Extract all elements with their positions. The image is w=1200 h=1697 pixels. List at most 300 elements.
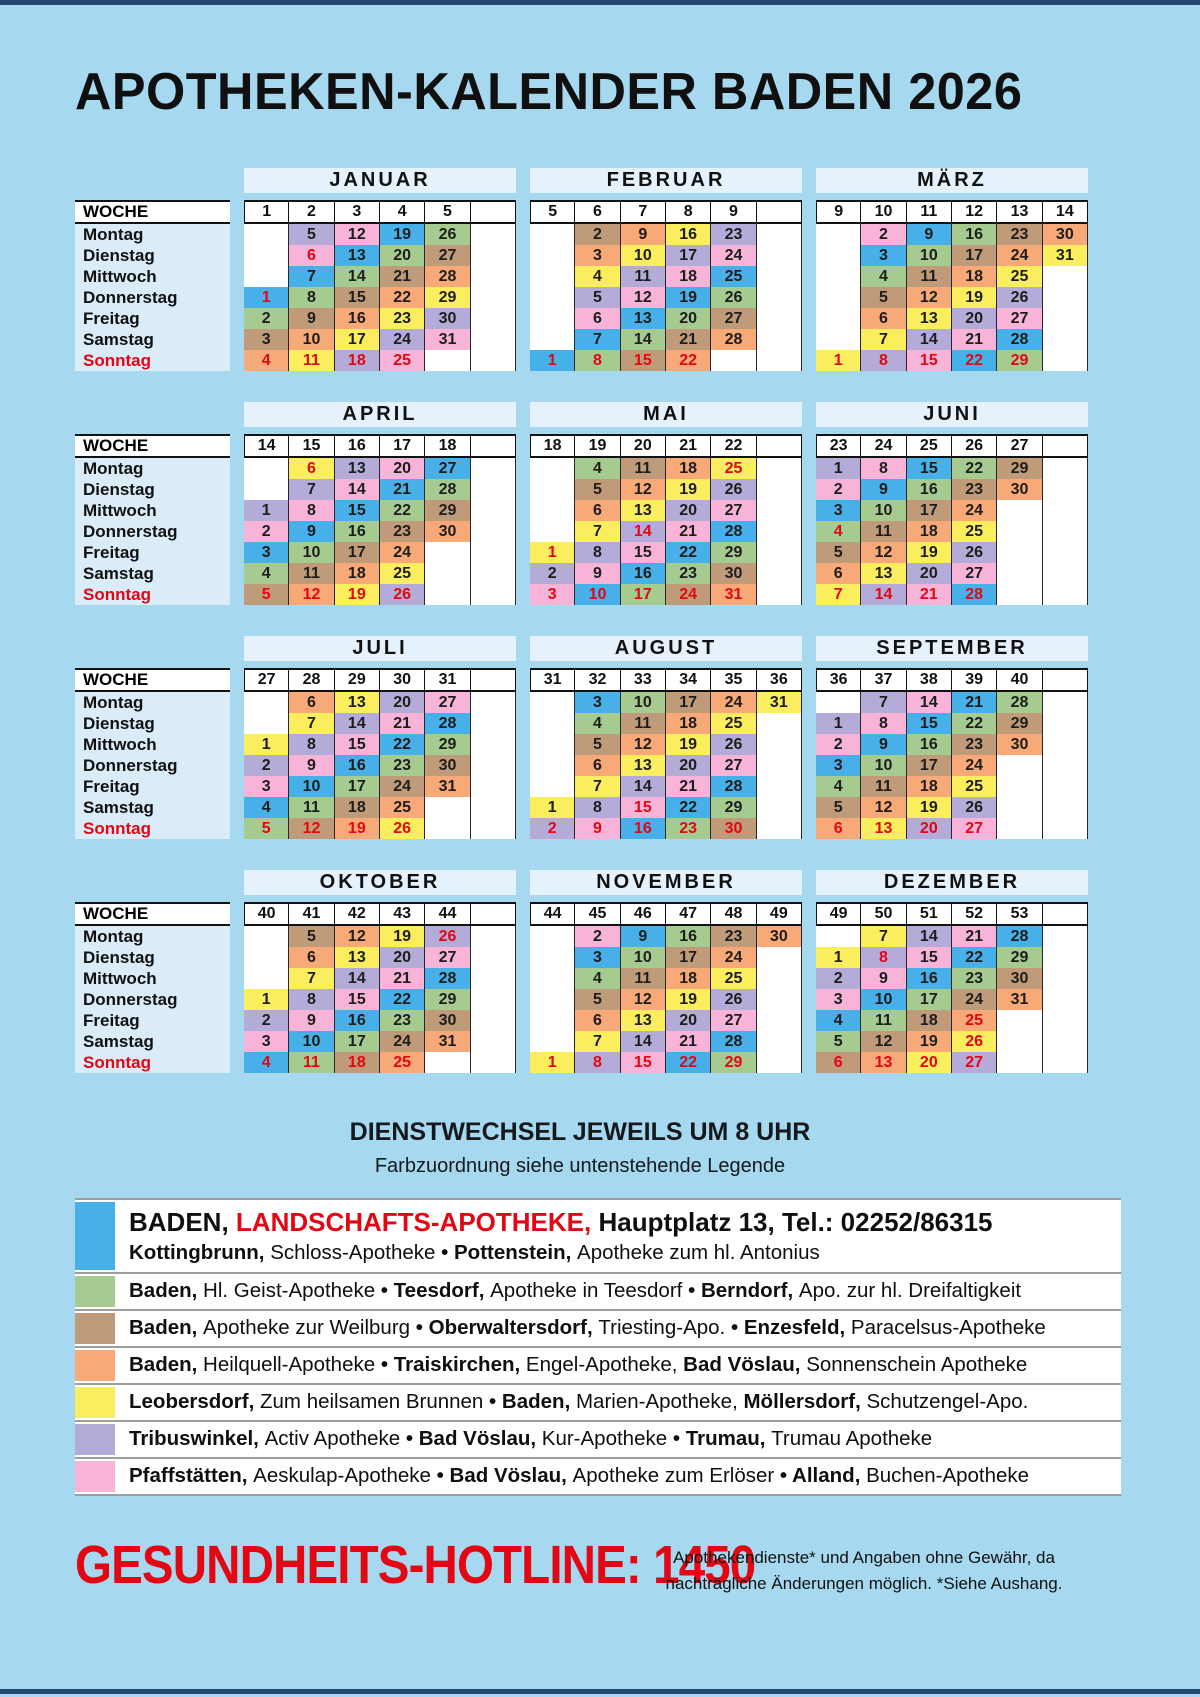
weekday-label: Donnerstag (75, 989, 230, 1010)
date-row (244, 734, 516, 755)
date-cell (425, 329, 470, 350)
date-number: 31 (438, 331, 457, 348)
date-row (530, 776, 802, 797)
date-number: 15 (919, 460, 938, 477)
date-number: 22 (965, 460, 984, 477)
date-number: 1 (261, 289, 271, 306)
date-cell (244, 500, 289, 521)
empty-cell (816, 308, 861, 329)
date-number: 21 (965, 694, 984, 711)
date-number: 6 (833, 820, 843, 837)
empty-cell (816, 266, 861, 287)
date-cell (861, 350, 906, 371)
date-cell (380, 329, 425, 350)
weekday-label: Freitag (75, 776, 230, 797)
empty-cell (1043, 500, 1088, 521)
date-cell (666, 308, 711, 329)
date-cell (711, 1031, 756, 1052)
date-number: 12 (347, 928, 366, 945)
empty-cell (244, 266, 289, 287)
date-cell (530, 542, 575, 563)
date-number: 3 (593, 247, 602, 264)
date-number: 1 (261, 736, 271, 753)
date-row (244, 500, 516, 521)
legend (75, 1198, 1121, 1496)
date-row (530, 1031, 802, 1052)
date-cell (997, 968, 1042, 989)
date-number: 10 (874, 502, 893, 519)
date-number: 1 (547, 1054, 557, 1071)
date-cell (997, 947, 1042, 968)
date-number: 4 (261, 352, 271, 369)
empty-cell (471, 692, 516, 713)
date-cell (621, 1052, 666, 1073)
date-cell (425, 713, 470, 734)
date-row (816, 989, 1088, 1010)
date-number: 28 (724, 778, 743, 795)
date-number: 23 (393, 757, 412, 774)
date-row (530, 224, 802, 245)
date-number: 16 (633, 565, 652, 582)
month-title: JUNI (816, 402, 1088, 427)
date-cell (244, 563, 289, 584)
weekday-label: Mittwoch (75, 500, 230, 521)
date-cell (1043, 245, 1088, 266)
date-number: 1 (833, 460, 843, 477)
date-number: 4 (833, 1012, 843, 1029)
date-cell (711, 692, 756, 713)
date-number: 4 (261, 565, 271, 582)
date-number: 21 (393, 970, 412, 987)
date-number: 22 (393, 991, 412, 1008)
weekday-label: Freitag (75, 308, 230, 329)
legend-reference-note: Farbzuordnung siehe untenstehende Legende (374, 1155, 786, 1177)
empty-cell (471, 947, 516, 968)
date-cell (380, 1031, 425, 1052)
date-number: 18 (679, 460, 698, 477)
empty-cell (471, 1031, 516, 1052)
date-number: 28 (724, 331, 743, 348)
date-number: 14 (347, 970, 366, 987)
empty-cell (1043, 329, 1088, 350)
date-number: 17 (919, 757, 938, 774)
date-cell (244, 797, 289, 818)
week-number-cell: 17 (380, 436, 425, 456)
date-number: 9 (879, 970, 888, 987)
empty-cell (757, 1052, 802, 1073)
date-number: 15 (633, 1054, 652, 1071)
date-cell (711, 224, 756, 245)
empty-cell (530, 713, 575, 734)
date-row (816, 584, 1088, 605)
date-number: 19 (919, 799, 938, 816)
date-cell (575, 563, 620, 584)
date-number: 9 (307, 523, 316, 540)
date-number: 29 (438, 991, 457, 1008)
date-cell (861, 308, 906, 329)
weekday-label: Montag (75, 926, 230, 947)
date-cell (666, 968, 711, 989)
month-title: OKTOBER (244, 870, 516, 895)
date-row (816, 776, 1088, 797)
date-cell (244, 1052, 289, 1073)
date-cell (575, 755, 620, 776)
date-number: 24 (393, 331, 412, 348)
empty-cell (757, 542, 802, 563)
date-number: 13 (633, 502, 652, 519)
date-number: 26 (724, 289, 743, 306)
date-number: 27 (724, 757, 743, 774)
empty-cell (471, 266, 516, 287)
empty-cell (757, 818, 802, 839)
empty-cell (471, 734, 516, 755)
date-cell (380, 308, 425, 329)
week-column-label: WOCHE (75, 434, 230, 458)
week-column-label: WOCHE (75, 668, 230, 692)
date-number: 10 (302, 544, 321, 561)
date-number: 18 (347, 352, 366, 369)
date-cell (621, 563, 666, 584)
date-number: 19 (347, 820, 366, 837)
date-cell (711, 329, 756, 350)
week-number-cell (1043, 904, 1088, 924)
weekday-label: Montag (75, 224, 230, 245)
date-number: 8 (307, 991, 316, 1008)
date-cell (621, 329, 666, 350)
date-cell (335, 776, 380, 797)
empty-cell (757, 308, 802, 329)
date-number: 11 (634, 715, 652, 732)
date-cell (335, 266, 380, 287)
purple-swatch (75, 1424, 115, 1455)
date-row (530, 926, 802, 947)
legend-segment: Baden, (129, 1316, 204, 1340)
green-swatch (75, 1276, 115, 1307)
date-cell (289, 989, 334, 1010)
weekday-label: Montag (75, 692, 230, 713)
date-row (816, 1031, 1088, 1052)
weekday-label: Sonntag (75, 818, 230, 839)
week-number-cell: 21 (666, 436, 711, 456)
week-number-cell (471, 904, 516, 924)
date-cell (621, 308, 666, 329)
date-cell (621, 1010, 666, 1031)
date-number: 13 (633, 757, 652, 774)
date-cell (711, 458, 756, 479)
date-row (816, 287, 1088, 308)
date-cell (289, 1052, 334, 1073)
date-number: 22 (393, 736, 412, 753)
legend-segment: • (380, 1279, 394, 1303)
date-cell (575, 818, 620, 839)
date-number: 7 (307, 715, 316, 732)
legend-segment: Marien-Apotheke, (575, 1390, 744, 1414)
date-number: 7 (593, 1033, 602, 1050)
date-number: 4 (261, 1054, 271, 1071)
date-number: 27 (724, 1012, 743, 1029)
legend-text (115, 1312, 1054, 1345)
legend-line (129, 1352, 1027, 1379)
empty-cell (530, 989, 575, 1010)
date-cell (289, 521, 334, 542)
week-number-row (816, 668, 1088, 692)
date-cell (861, 245, 906, 266)
date-number: 21 (393, 715, 412, 732)
date-number: 17 (347, 1033, 366, 1050)
date-number: 14 (347, 715, 366, 732)
empty-cell (530, 1010, 575, 1031)
date-cell (711, 989, 756, 1010)
date-number: 6 (593, 757, 602, 774)
date-cell (997, 350, 1042, 371)
legend-segment: Apo. zur hl. Dreifaltigkeit (798, 1279, 1022, 1303)
weekday-label: Mittwoch (75, 266, 230, 287)
empty-cell (471, 458, 516, 479)
date-number: 13 (874, 565, 893, 582)
date-number: 14 (919, 928, 938, 945)
week-column-label: WOCHE (75, 200, 230, 224)
date-cell (425, 479, 470, 500)
date-cell (666, 947, 711, 968)
week-number-cell: 53 (997, 904, 1042, 924)
month-title: MÄRZ (816, 168, 1088, 193)
empty-cell (1043, 308, 1088, 329)
date-row (530, 266, 802, 287)
date-number: 16 (965, 226, 984, 243)
date-cell (861, 926, 906, 947)
date-number: 17 (965, 247, 984, 264)
weekday-label: Mittwoch (75, 968, 230, 989)
date-cell (861, 734, 906, 755)
empty-cell (997, 500, 1042, 521)
date-number: 29 (1010, 715, 1029, 732)
date-number: 28 (438, 268, 457, 285)
date-cell (289, 818, 334, 839)
date-cell (621, 458, 666, 479)
date-number: 8 (879, 715, 888, 732)
date-cell (335, 968, 380, 989)
date-number: 1 (547, 544, 557, 561)
top-edge-bar (0, 0, 1200, 5)
legend-segment: • (672, 1427, 686, 1451)
date-cell (952, 245, 997, 266)
week-number-cell: 5 (425, 202, 470, 222)
week-number-cell: 10 (861, 202, 906, 222)
date-number: 27 (965, 565, 984, 582)
date-cell (621, 350, 666, 371)
empty-cell (471, 713, 516, 734)
date-cell (244, 521, 289, 542)
date-cell (335, 818, 380, 839)
date-cell (861, 542, 906, 563)
week-number-cell: 9 (711, 202, 756, 222)
month-title: JULI (244, 636, 516, 661)
legend-row-blue (75, 1198, 1121, 1272)
date-cell (952, 797, 997, 818)
date-number: 25 (724, 715, 743, 732)
disclaimer-line-2: nachträgliche Änderungen möglich. *Siehe Aushang. (665, 1573, 1063, 1593)
date-cell (711, 1052, 756, 1073)
date-cell (575, 500, 620, 521)
date-number: 19 (393, 928, 412, 945)
date-cell (335, 755, 380, 776)
date-number: 16 (347, 523, 366, 540)
empty-cell (244, 947, 289, 968)
legend-row-purple (75, 1420, 1121, 1457)
week-number-cell: 27 (244, 670, 289, 690)
date-number: 3 (261, 778, 271, 795)
date-cell (621, 479, 666, 500)
date-number: 13 (919, 310, 938, 327)
date-number: 19 (919, 544, 938, 561)
legend-row-yellow (75, 1383, 1121, 1420)
date-row (244, 350, 516, 371)
date-number: 8 (879, 460, 888, 477)
date-number: 14 (919, 331, 938, 348)
date-cell (861, 989, 906, 1010)
empty-cell (757, 287, 802, 308)
date-row (244, 968, 516, 989)
week-number-row (816, 434, 1088, 458)
date-cell (907, 224, 952, 245)
date-cell (575, 458, 620, 479)
date-row (816, 968, 1088, 989)
date-cell (575, 713, 620, 734)
date-cell (711, 542, 756, 563)
date-number: 7 (833, 586, 843, 603)
date-number: 15 (919, 352, 938, 369)
week-number-cell: 13 (997, 202, 1042, 222)
date-cell (335, 542, 380, 563)
date-cell (621, 245, 666, 266)
disclaimer-line-1: Apothekendienste* und Angaben ohne Gewähr, da (673, 1548, 1055, 1567)
date-cell (621, 713, 666, 734)
date-number: 3 (833, 757, 843, 774)
date-number: 23 (965, 970, 984, 987)
date-number: 30 (769, 928, 788, 945)
month-title: AUGUST (530, 636, 802, 661)
empty-cell (244, 479, 289, 500)
date-cell (907, 692, 952, 713)
date-number: 17 (919, 502, 938, 519)
week-number-cell: 6 (575, 202, 620, 222)
legend-segment: Baden, (501, 1390, 576, 1414)
date-number: 2 (593, 928, 602, 945)
empty-cell (471, 329, 516, 350)
date-number: 6 (307, 949, 316, 966)
date-row (816, 224, 1088, 245)
date-number: 24 (965, 757, 984, 774)
week-number-cell: 48 (711, 904, 756, 924)
legend-segment: Berndorf, (700, 1279, 799, 1303)
date-cell (997, 224, 1042, 245)
date-cell (711, 563, 756, 584)
date-cell (997, 692, 1042, 713)
date-cell (380, 692, 425, 713)
date-number: 28 (1010, 694, 1029, 711)
date-cell (335, 479, 380, 500)
date-cell (861, 947, 906, 968)
empty-cell (530, 692, 575, 713)
weekday-label: Samstag (75, 1031, 230, 1052)
date-number: 25 (393, 799, 412, 816)
date-cell (335, 500, 380, 521)
date-cell (335, 350, 380, 371)
date-cell (952, 500, 997, 521)
empty-cell (757, 350, 802, 371)
date-cell (244, 1010, 289, 1031)
empty-cell (757, 521, 802, 542)
calendar-group (75, 402, 1121, 605)
date-number: 27 (438, 247, 457, 264)
empty-cell (471, 479, 516, 500)
week-number-cell: 41 (289, 904, 334, 924)
date-cell (666, 1031, 711, 1052)
date-number: 28 (1010, 331, 1029, 348)
date-cell (425, 308, 470, 329)
date-row (816, 308, 1088, 329)
date-cell (861, 755, 906, 776)
date-cell (907, 584, 952, 605)
empty-cell (757, 989, 802, 1010)
week-number-cell (471, 436, 516, 456)
date-row (530, 563, 802, 584)
date-cell (861, 458, 906, 479)
week-number-cell: 27 (997, 436, 1042, 456)
date-row (530, 584, 802, 605)
empty-cell (530, 287, 575, 308)
empty-cell (757, 968, 802, 989)
empty-cell (530, 479, 575, 500)
date-number: 6 (593, 310, 602, 327)
date-cell (530, 584, 575, 605)
week-number-cell: 8 (666, 202, 711, 222)
date-cell (861, 500, 906, 521)
date-cell (575, 797, 620, 818)
legend-line (129, 1278, 1021, 1305)
date-number: 25 (724, 970, 743, 987)
date-cell (425, 245, 470, 266)
date-number: 26 (724, 481, 743, 498)
date-cell (757, 692, 802, 713)
week-number-cell: 18 (425, 436, 470, 456)
date-cell (816, 989, 861, 1010)
month-block-april (244, 402, 516, 605)
legend-segment: Activ Apotheke (264, 1427, 406, 1451)
date-cell (711, 968, 756, 989)
date-number: 11 (303, 565, 320, 582)
date-cell (575, 245, 620, 266)
date-cell (575, 968, 620, 989)
weekday-label: Dienstag (75, 245, 230, 266)
date-cell (380, 734, 425, 755)
date-cell (621, 224, 666, 245)
date-cell (952, 1052, 997, 1073)
date-number: 5 (593, 481, 602, 498)
date-number: 4 (261, 799, 271, 816)
date-cell (425, 926, 470, 947)
calendar-group (75, 636, 1121, 839)
legend-segment: Schutzengel-Apo. (866, 1390, 1029, 1414)
month-title: FEBRUAR (530, 168, 802, 193)
date-number: 21 (679, 331, 698, 348)
empty-cell (997, 1031, 1042, 1052)
date-number: 17 (679, 247, 698, 264)
date-number: 20 (679, 502, 698, 519)
date-cell (907, 734, 952, 755)
date-number: 24 (1010, 247, 1029, 264)
date-row (816, 755, 1088, 776)
